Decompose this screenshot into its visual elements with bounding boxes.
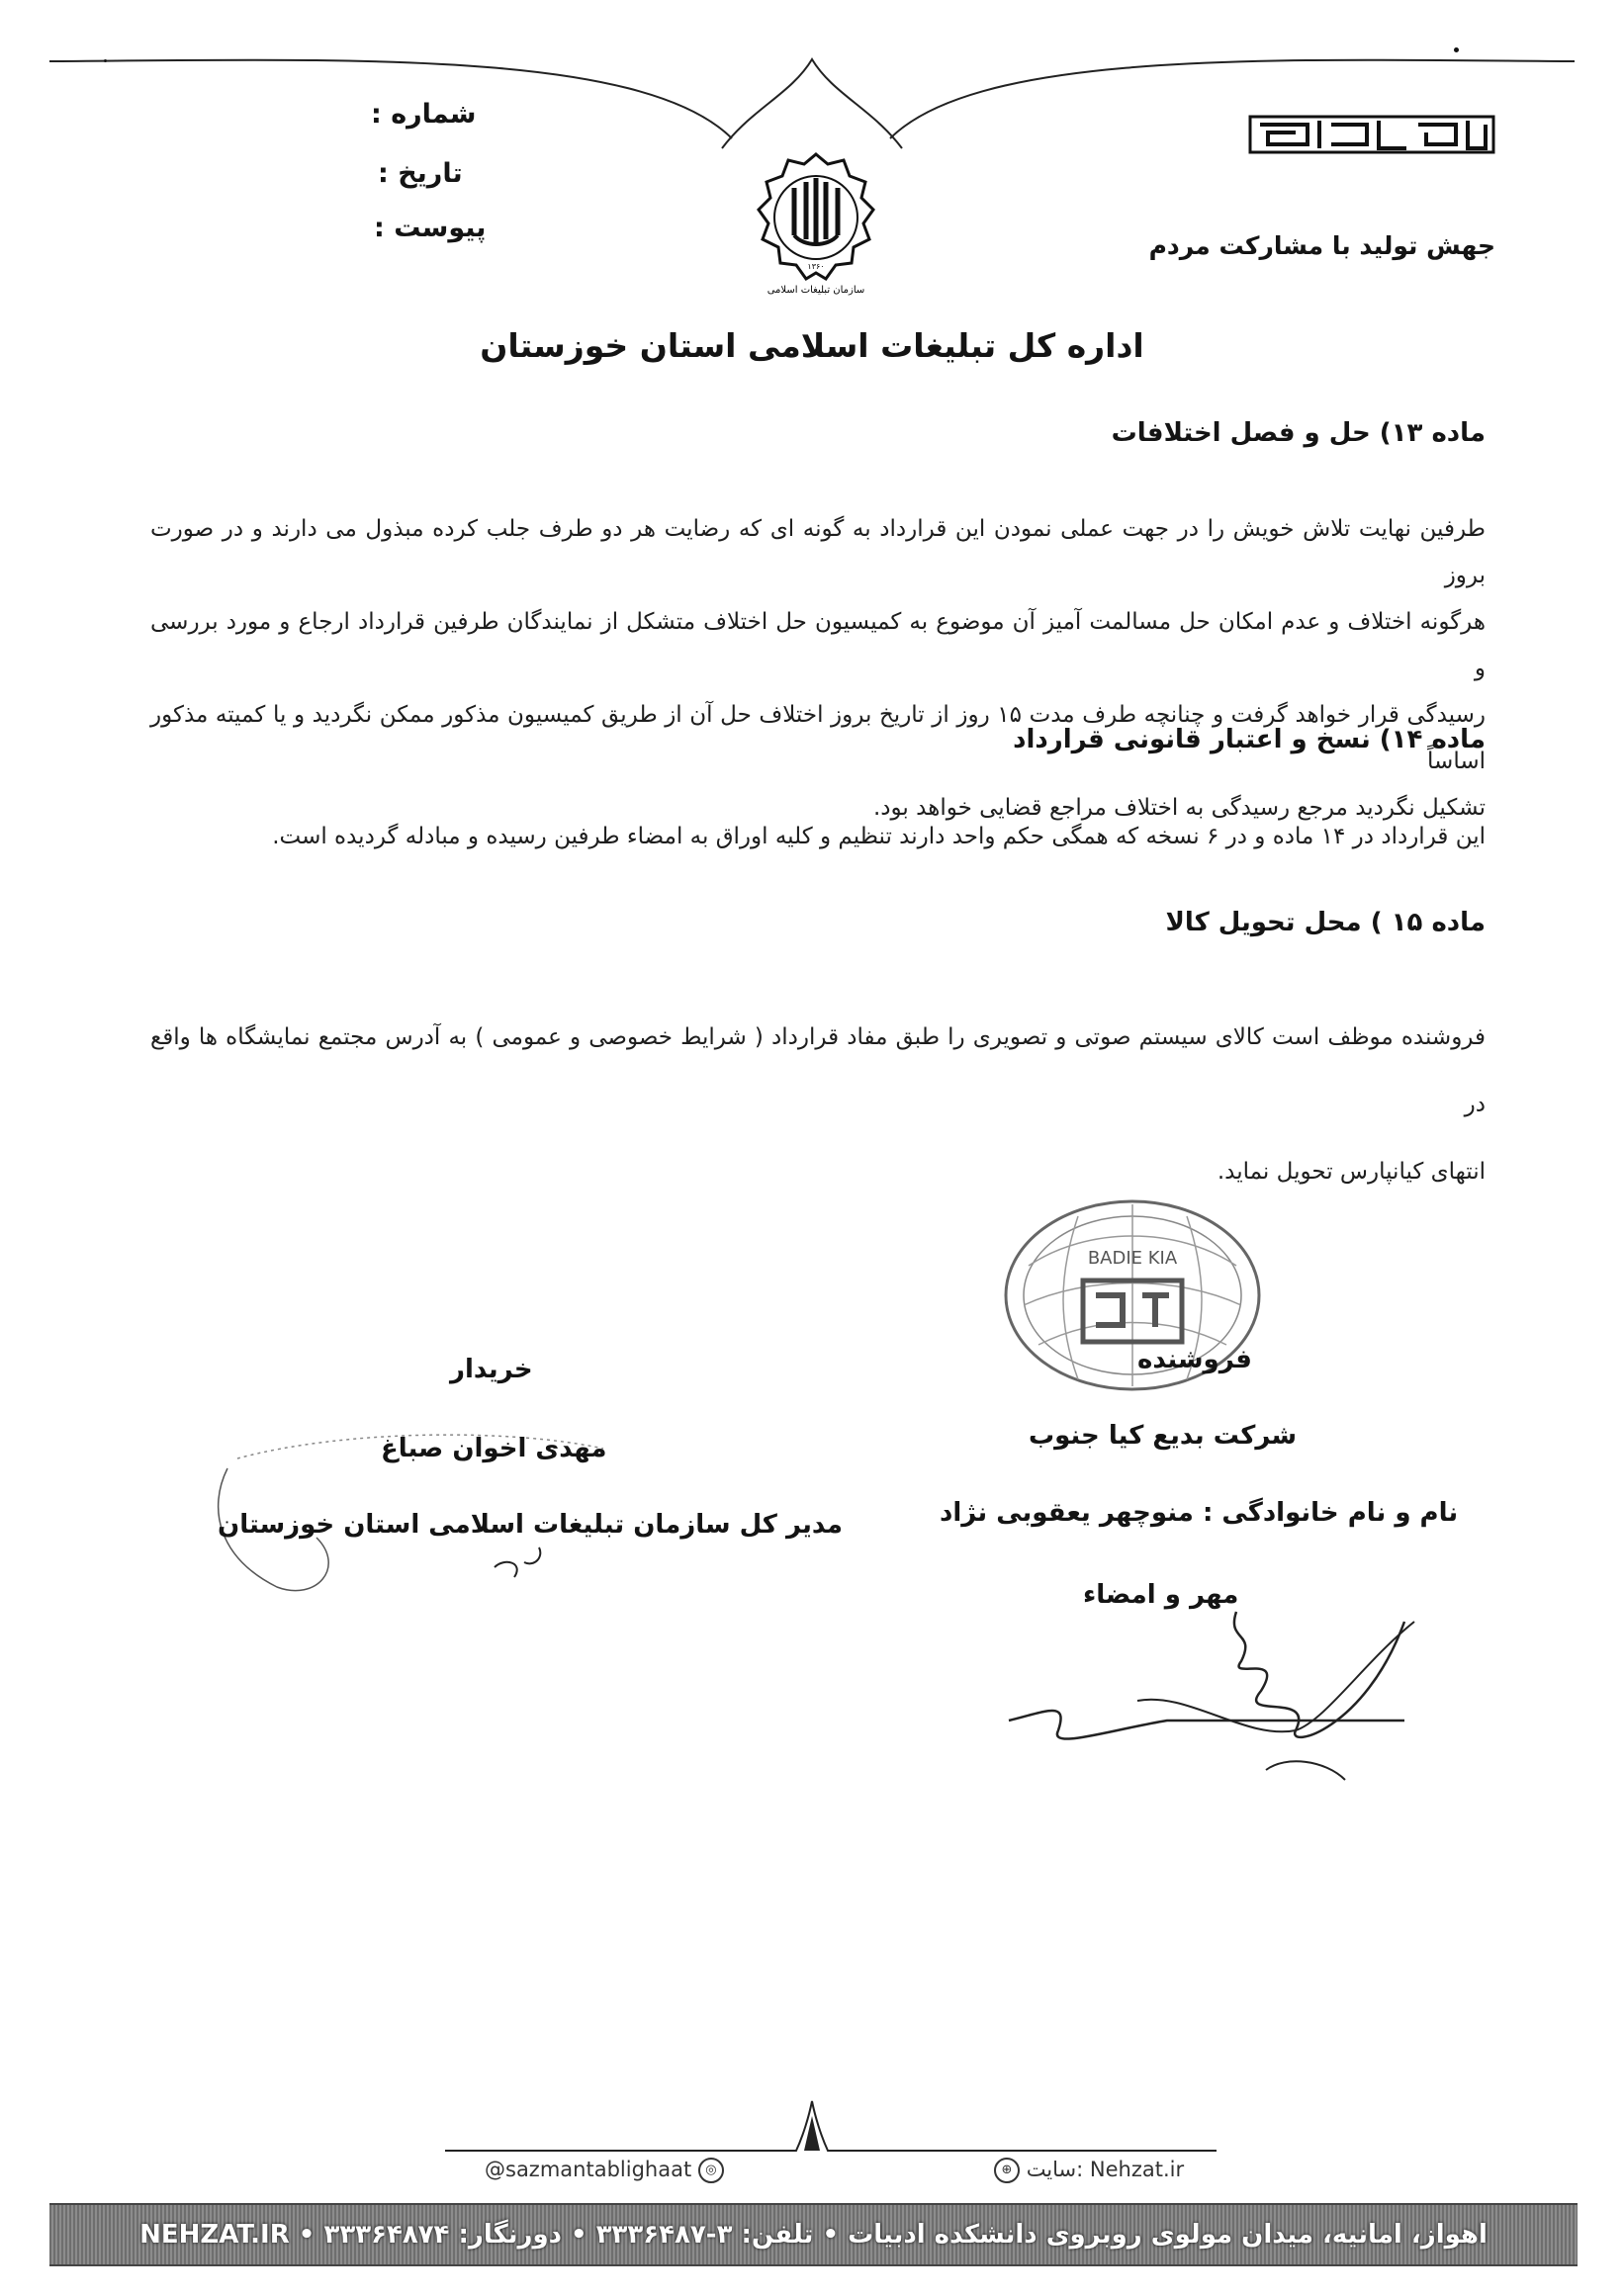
article-15-line: انتهای کیانپارس تحویل نماید. <box>1217 1159 1486 1185</box>
organization-emblem <box>745 148 888 307</box>
seller-signature <box>989 1582 1424 1810</box>
article-13-line: هرگونه اختلاف و عدم امکان حل مسالمت آمیز آن موضوع به کمیسیون حل اختلاف متشکل از نمایندگان طرفین قرارداد ارجاع و مورد بررسی و <box>150 609 1486 681</box>
date-label: تاریخ : <box>378 158 463 189</box>
article-13-body <box>150 506 1486 832</box>
slogan: جهش تولید با مشارکت مردم <box>1148 231 1495 260</box>
stamp-text: BADIE KIA <box>1087 1248 1178 1269</box>
article-13-heading: ماده ۱۳) حل و فصل اختلافات <box>1111 418 1486 448</box>
emblem-year: ۱۳۶۰ <box>807 262 825 271</box>
buyer-name: مهدی اخوان صباغ <box>381 1434 607 1463</box>
globe-icon: ⊕ <box>994 2158 1020 2183</box>
instagram-icon: ◎ <box>698 2158 724 2183</box>
number-label: شماره : <box>371 99 477 130</box>
article-13-line: طرفین نهایت تلاش خویش را در جهت عملی نمودن این قرارداد به گونه ای که رضایت هر دو طرف جلب کرده مبذول می دارند و در صورت بروز <box>150 516 1486 588</box>
website-link[interactable] <box>994 2158 1184 2183</box>
bismillah-calligraphy <box>1248 111 1495 158</box>
footer-ornament <box>0 2096 1624 2156</box>
emblem-caption: سازمان تبلیغات اسلامی <box>767 285 865 296</box>
instagram-link[interactable] <box>485 2158 724 2183</box>
buyer-position: مدیر کل سازمان تبلیغات اسلامی استان خوزستان <box>218 1510 844 1540</box>
article-15-line: فروشنده موظف است کالای سیستم صوتی و تصویری را طبق مفاد قرارداد ( شرایط خصوصی و عمومی ) به آدرس مجتمع نمایشگاه ها واقع در <box>150 1024 1486 1117</box>
buyer-role-label: خریدار <box>450 1355 533 1384</box>
instagram-handle: @sazmantablighaat <box>485 2158 692 2181</box>
article-14-heading: ماده ۱۴) نسخ و اعتبار قانونی قرارداد <box>1013 725 1486 754</box>
seller-company: شرکت بدیع کیا جنوب <box>1029 1421 1298 1451</box>
article-13-line: تشکیل نگردید مرجع رسیدگی به اختلاف مراجع قضایی خواهد بود. <box>872 795 1486 821</box>
seller-seal-label: مهر و امضاء <box>1083 1580 1239 1610</box>
footer-address-bar <box>49 2203 1578 2266</box>
scan-dot <box>1454 47 1459 52</box>
article-15-body <box>150 1004 1486 1205</box>
seller-role-label: فروشنده <box>1137 1345 1252 1374</box>
article-14-line: این قرارداد در ۱۴ ماده و در ۶ نسخه که همگی حکم واحد دارند تنظیم و کلیه اوراق به امضاء طرفین رسیده و مبادله گردیده است. <box>272 824 1486 849</box>
seller-name: نام و نام خانوادگی : منوچهر یعقوبی نژاد <box>940 1498 1459 1528</box>
organization-title: اداره کل تبلیغات اسلامی استان خوزستان <box>480 326 1144 365</box>
article-15-heading: ماده ۱۵ ) محل تحویل کالا <box>1165 908 1486 937</box>
website-text: سایت: Nehzat.ir <box>1026 2158 1185 2181</box>
attachment-label: پیوست : <box>374 213 487 243</box>
article-14-body <box>150 814 1486 860</box>
scan-dot <box>104 59 107 62</box>
footer-address: اهواز، امانیه، میدان مولوی روبروی دانشکده ادبیات • تلفن: ۳-۳۳۳۶۴۸۷ • دورنگار: ۳۳۳۶۴۸۷۴ • NEHZAT.IR <box>139 2220 1488 2250</box>
article-13-line: رسیدگی قرار خواهد گرفت و چنانچه طرف مدت ۱۵ روز از تاریخ بروز اختلاف حل آن از طریق کمیسیون مذکور ممکن نگردید و یا کمیته مذکور اساساً <box>150 702 1486 774</box>
